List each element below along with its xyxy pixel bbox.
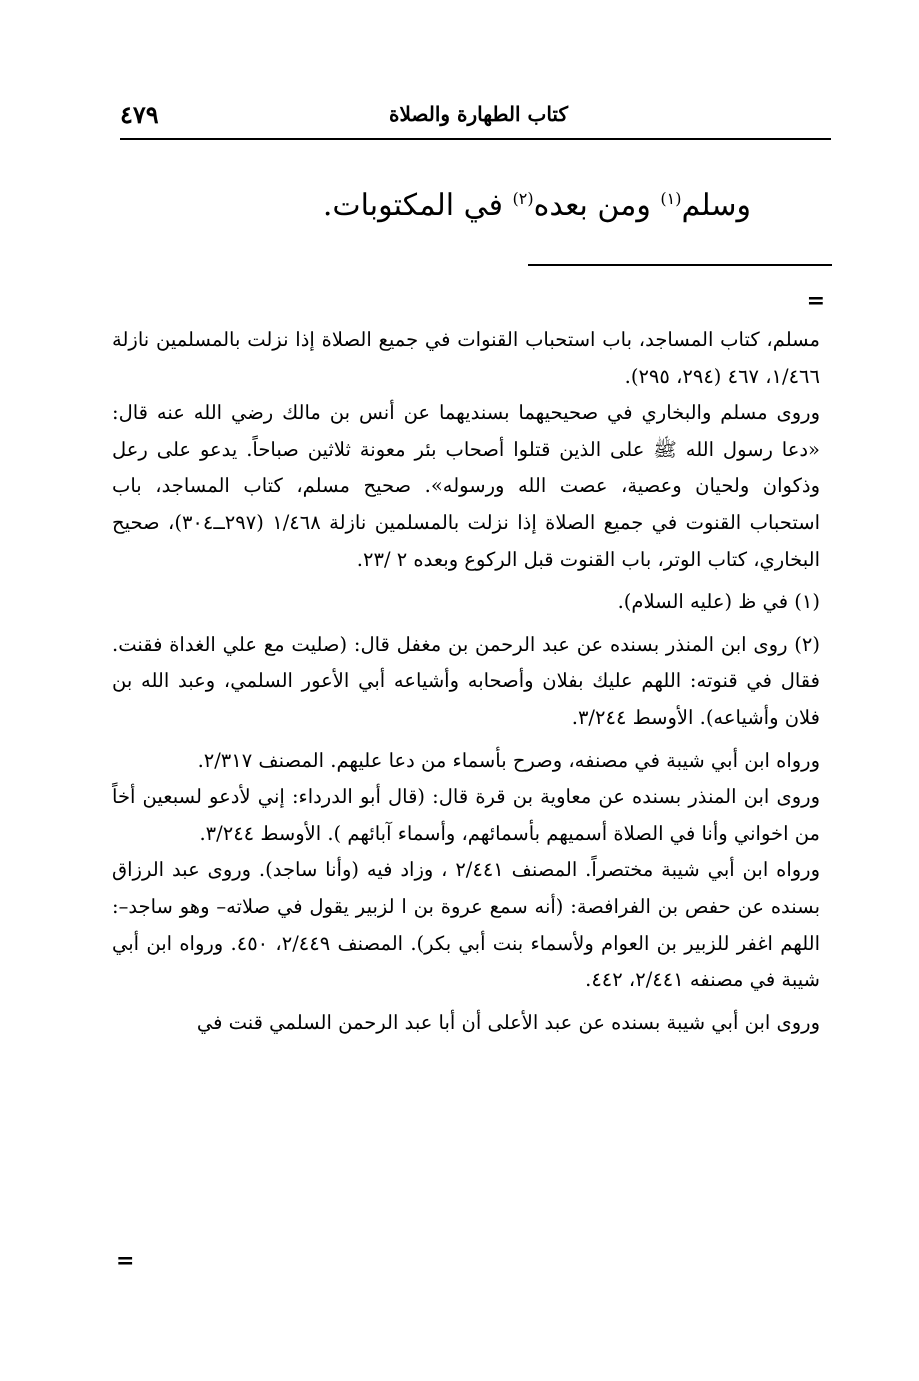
footnote-1: (١) في ظ (عليه السلام). [617,590,820,614]
page-number: ٤٧٩ [120,100,159,129]
running-header [120,98,830,138]
header-rule [120,138,831,140]
footnote-paragraph: وروى ابن المنذر بسنده عن معاوية بن قرة قال: (قال أبو الدرداء: إني لأدعو لسبعين أخاً من اخواني وأنا في الصلاة أسميهم بأسمائهم، وأسماء آبائهم ). الأوسط ٣/٢٤٤. [112,785,820,845]
footnote-2: (٢) روى ابن المنذر بسنده عن عبد الرحمن بن مغفل قال: (صليت مع علي الغداة فقنت. فقال في قنوته: اللهم عليك بفلان وأصحابه وأشياعه أبي الأعور السلمي، وعبد الله بن فلان وأشياعه). الأوسط ٣/٢٤٤. [112,632,820,729]
continues-mark: = [116,1248,135,1274]
footnote-paragraph: ورواه ابن أبي شيبة مختصراً. المصنف ٢/٤٤١ ، وزاد فيه (وأنا ساجد). وروى عبد الرزاق بسنده عن حفص بن الفرافصة: (أنه سمع عروة بن ا لزبير يقول في صلاته– وهو ساجد–: اللهم اغفر للزبير بن العوام ولأسماء بنت أبي بكر). المصنف ٢/٤٤٩، ٤٥٠. ورواه ابن أبي شيبة في مصنفه ٢/٤٤١، ٤٤٢. [112,858,821,992]
footnote-ref-1: (١) [660,189,682,208]
footnote-paragraph: وروى ابن أبي شيبة بسنده عن عبد الأعلى أن أبا عبد الرحمن السلمي قنت في [196,1010,820,1034]
main-text-part: وسلم [681,188,751,223]
continued-from-mark: = [806,288,825,314]
footnote-ref-2: (٢) [512,189,534,208]
footnote-separator [528,264,832,266]
footnote-paragraph: مسلم، كتاب المساجد، باب استحباب القنوات في جميع الصلاة إذا نزلت بالمسلمين نازلة ١/٤٦٦، ٤٦٧ (٢٩٤، ٢٩٥). [112,328,820,388]
footnote-paragraph: وروى مسلم والبخاري في صحيحيهما بسنديهما عن أنس بن مالك رضي الله عنه قال: «دعا رسول الله ﷺ على الذين قتلوا أصحاب بئر معونة ثلاثين صباحاً. يدعو على رعل وذكوان ولحيان وعصية، عصت الله ورسوله». صحيح مسلم، كتاب المساجد، باب استحباب القنوت في جميع الصلاة إذا نزلت بالمسلمين نازلة ١/٤٦٨ (٢٩٧ــ٣٠٤)، صحيح البخاري، كتاب الوتر، باب القنوت قبل الركوع وبعده ٢ /٢٣. [112,401,821,571]
main-text-part: في المكتوبات. [322,188,513,223]
main-text-line [323,188,751,223]
footnote-paragraph: ورواه ابن أبي شيبة في مصنفه، وصرح بأسماء من دعا عليهم. المصنف ٢/٣١٧. [197,748,820,772]
footnotes [112,322,820,1041]
main-text-part: ومن بعده [533,188,661,223]
header-title: كتاب الطهارة والصلاة [389,102,568,126]
